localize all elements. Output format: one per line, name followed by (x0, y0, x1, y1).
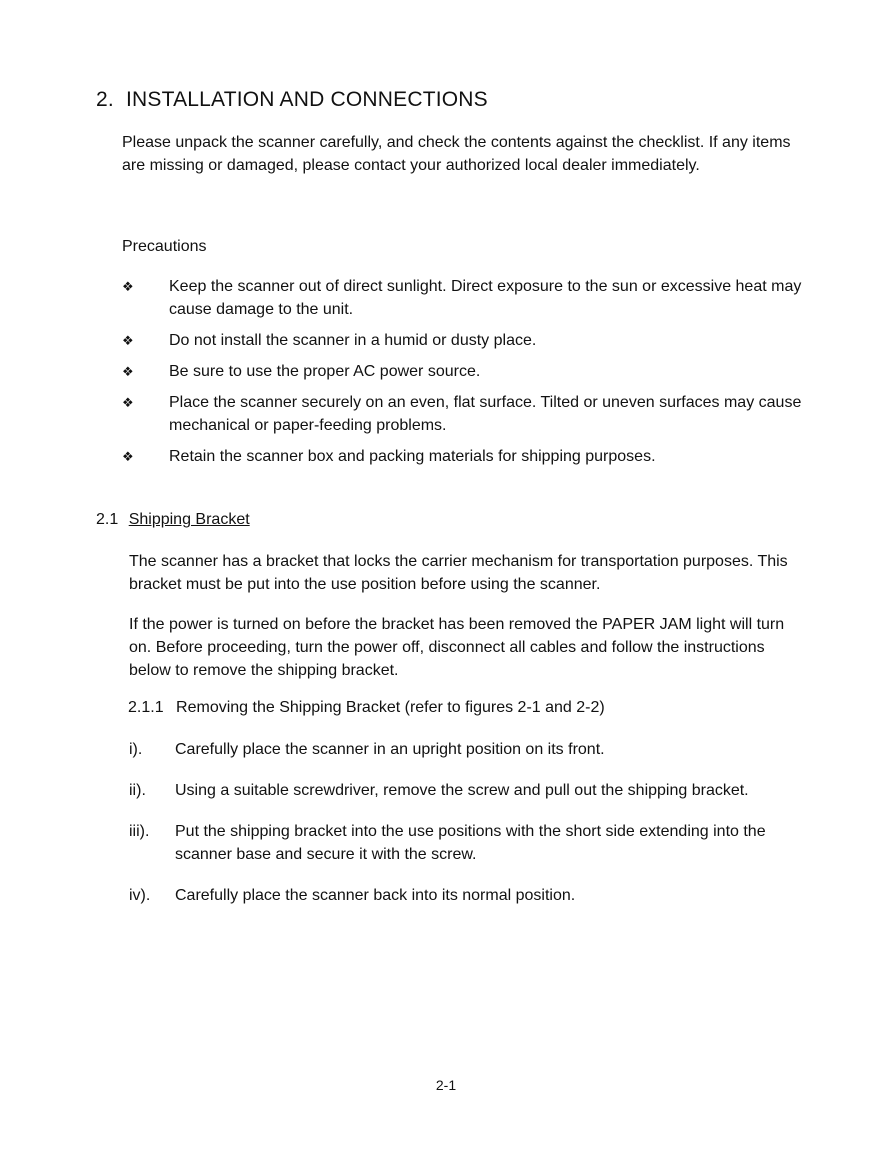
list-item-text: Do not install the scanner in a humid or dusty place. (169, 332, 537, 349)
step-item (129, 820, 789, 866)
list-item-text: Keep the scanner out of direct sunlight. Direct exposure to the sun or excessive heat may cause damage to the unit. (169, 278, 802, 318)
list-item (122, 360, 822, 383)
diamond-bullet-icon: ❖ (122, 364, 134, 379)
step-text: Carefully place the scanner in an upright position on its front. (175, 741, 605, 758)
step-item (129, 884, 789, 907)
section-number: 2. (96, 88, 114, 111)
list-item (122, 391, 822, 437)
steps-list (129, 738, 789, 925)
step-marker: iii). (129, 823, 150, 840)
diamond-bullet-icon: ❖ (122, 279, 134, 294)
precautions-list (122, 275, 822, 476)
step-item (129, 738, 789, 761)
step-item (129, 779, 789, 802)
subsection-paragraph: If the power is turned on before the bracket has been removed the PAPER JAM light will turn on. Before proceeding, turn the power off, disconnect all cables and follow the instructions below to remove the shipping bracket. (129, 616, 785, 679)
list-item-text: Retain the scanner box and packing materials for shipping purposes. (169, 448, 656, 465)
precautions-heading: Precautions (122, 238, 207, 255)
section-title: INSTALLATION AND CONNECTIONS (126, 88, 488, 111)
subsubsection-heading (128, 699, 605, 717)
section-heading (96, 88, 488, 112)
diamond-bullet-icon: ❖ (122, 333, 134, 348)
subsubsection-number: 2.1.1 (128, 699, 164, 716)
step-text: Carefully place the scanner back into its normal position. (175, 887, 576, 904)
intro-paragraph: Please unpack the scanner carefully, and check the contents against the checklist. If any items are missing or damaged, please contact your authorized local dealer immediately. (122, 134, 791, 174)
diamond-bullet-icon: ❖ (122, 449, 134, 464)
subsubsection-title: Removing the Shipping Bracket (refer to figures 2-1 and 2-2) (176, 699, 605, 716)
subsection-heading (96, 511, 250, 529)
subsection-number: 2.1 (96, 511, 119, 528)
step-text: Using a suitable screwdriver, remove the screw and pull out the shipping bracket. (175, 782, 749, 799)
step-marker: iv). (129, 887, 151, 904)
step-marker: ii). (129, 782, 146, 799)
page-number: 2-1 (435, 1077, 457, 1093)
list-item-text: Be sure to use the proper AC power source. (169, 363, 481, 380)
diamond-bullet-icon: ❖ (122, 395, 134, 410)
step-text: Put the shipping bracket into the use positions with the short side extending into the scanner base and secure it with the screw. (175, 823, 766, 863)
list-item (122, 329, 822, 352)
list-item-text: Place the scanner securely on an even, flat surface. Tilted or uneven surfaces may cause mechanical or paper-feeding problems. (169, 394, 802, 434)
step-marker: i). (129, 741, 143, 758)
list-item (122, 445, 822, 468)
list-item (122, 275, 822, 321)
subsection-paragraph: The scanner has a bracket that locks the carrier mechanism for transportation purposes. This bracket must be put into the use position before using the scanner. (129, 553, 788, 593)
subsection-title: Shipping Bracket (128, 511, 250, 528)
